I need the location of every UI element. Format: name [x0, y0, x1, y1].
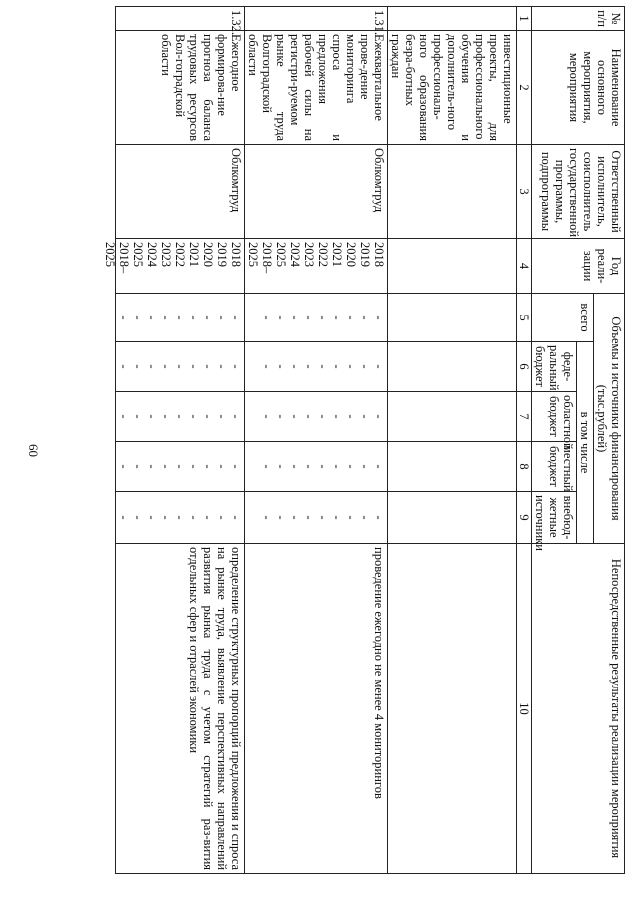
header-local: местный бюджет: [532, 442, 577, 492]
dash-value: -: [215, 315, 229, 320]
dash-value: -: [288, 414, 302, 419]
dash-value: -: [145, 315, 159, 320]
dash-value: -: [187, 414, 201, 419]
row-result: проведение ежегодно не менее 4 мониторингов: [245, 544, 388, 874]
dash-value: -: [131, 315, 145, 320]
dash-value: -: [316, 315, 330, 320]
dash-value: -: [316, 414, 330, 419]
funding-cell: [388, 342, 517, 392]
dash-value: -: [302, 414, 316, 419]
dash-value: -: [330, 414, 344, 419]
dash-value: -: [117, 464, 131, 469]
dash-value: -: [344, 464, 358, 469]
dash-value: -: [316, 464, 330, 469]
dash-value: -: [260, 464, 274, 469]
year-value: 2025: [274, 242, 288, 267]
col-number: 3: [517, 145, 532, 239]
dash-value: -: [173, 364, 187, 369]
dash-value: -: [330, 464, 344, 469]
funding-cell: [245, 392, 388, 442]
row-executor: Облкомтруд: [245, 145, 388, 239]
dash-value: -: [302, 464, 316, 469]
dash-value: -: [201, 315, 215, 320]
dash-value: -: [358, 515, 372, 520]
dash-value: -: [302, 315, 316, 320]
col-number: 7: [517, 392, 532, 442]
dash-value: -: [229, 515, 243, 520]
funding-cell: [245, 294, 388, 342]
dash-value: -: [215, 364, 229, 369]
dash-value: -: [117, 414, 131, 419]
dash-value: -: [229, 315, 243, 320]
header-year: Год реали-зации: [532, 239, 625, 294]
year-value: 2018: [372, 242, 386, 267]
dash-value: -: [215, 464, 229, 469]
dash-value: -: [131, 464, 145, 469]
row-name: Ежеквартальное прове-дение мониторинга спроса и предложения рабочей силы на регистри-руемом рынке труда Волгоградской области: [245, 31, 388, 145]
dash-value: -: [145, 414, 159, 419]
dash-value: -: [131, 414, 145, 419]
funding-cell: [245, 442, 388, 492]
funding-cell: [245, 342, 388, 392]
year-value: 2022: [173, 242, 187, 267]
dash-value: -: [344, 414, 358, 419]
dash-value: -: [372, 515, 386, 520]
funding-cell: [116, 492, 245, 544]
year-value: 2023: [302, 242, 316, 267]
dash-value: -: [159, 515, 173, 520]
dash-value: -: [173, 464, 187, 469]
program-table: [103, 6, 625, 874]
dash-value: -: [201, 515, 215, 520]
row-name: инвестиционные проекты, для профессионального обучения и дополнитель-ного профессиональ-ного образования безра-ботных граждан: [388, 31, 517, 145]
dash-value: -: [229, 464, 243, 469]
header-federal: феде-ральный бюджет: [532, 342, 577, 392]
funding-cell: [116, 342, 245, 392]
header-name: Наименование основного мероприятия, мероприятия: [532, 31, 625, 145]
funding-cell: [388, 294, 517, 342]
row-years: [103, 239, 245, 294]
header-num: № п/п: [532, 7, 625, 31]
dash-value: -: [358, 315, 372, 320]
funding-cell: [116, 294, 245, 342]
dash-value: -: [330, 364, 344, 369]
header-extrabudget: внебюд-жетные источники: [532, 492, 577, 544]
year-value: 2020: [344, 242, 358, 267]
dash-value: -: [302, 364, 316, 369]
dash-value: -: [260, 364, 274, 369]
year-value: 2021: [330, 242, 344, 267]
col-number: 9: [517, 492, 532, 544]
table-body: [103, 7, 517, 874]
year-value: 2019: [358, 242, 372, 267]
dash-value: -: [201, 464, 215, 469]
dash-value: -: [274, 414, 288, 419]
funding-cell: [388, 392, 517, 442]
row-number: 1.31.: [245, 7, 388, 31]
dash-value: -: [274, 315, 288, 320]
year-value: 2020: [201, 242, 215, 267]
row-number: 1.32.: [116, 7, 245, 31]
dash-value: -: [330, 315, 344, 320]
dash-value: -: [344, 364, 358, 369]
dash-value: -: [229, 364, 243, 369]
col-number: 2: [517, 31, 532, 145]
header-including: в том числе: [577, 342, 594, 544]
dash-value: -: [288, 464, 302, 469]
row-years: [388, 239, 517, 294]
row-executor: Облкомтруд: [116, 145, 245, 239]
dash-value: -: [358, 364, 372, 369]
dash-value: -: [173, 414, 187, 419]
col-number: 10: [517, 544, 532, 874]
table-row: [245, 7, 388, 874]
col-number: 8: [517, 442, 532, 492]
dash-value: -: [117, 364, 131, 369]
dash-value: -: [316, 515, 330, 520]
year-value: 2023: [159, 242, 173, 267]
table-row: [388, 7, 517, 874]
header-result: Непосредственные результаты реализации мероприятия: [532, 544, 625, 874]
dash-value: -: [187, 315, 201, 320]
header-total: всего: [532, 294, 594, 342]
dash-value: -: [229, 414, 243, 419]
table-row: [116, 7, 245, 874]
funding-cell: [116, 442, 245, 492]
dash-value: -: [302, 515, 316, 520]
col-number: 4: [517, 239, 532, 294]
dash-value: -: [173, 515, 187, 520]
dash-value: -: [187, 464, 201, 469]
year-value: 2018–2025: [103, 242, 131, 274]
page-number: 60: [26, 444, 41, 457]
dash-value: -: [117, 515, 131, 520]
row-result: [388, 544, 517, 874]
dash-value: -: [117, 315, 131, 320]
dash-value: -: [330, 515, 344, 520]
dash-value: -: [274, 464, 288, 469]
dash-value: -: [131, 364, 145, 369]
dash-value: -: [145, 515, 159, 520]
funding-cell: [388, 492, 517, 544]
header-funding: Объемы и источники финансирования (тыс.рублей): [594, 294, 625, 544]
year-value: 2024: [288, 242, 302, 267]
dash-value: -: [344, 515, 358, 520]
dash-value: -: [274, 515, 288, 520]
year-value: 2025: [131, 242, 145, 267]
row-years: [245, 239, 388, 294]
dash-value: -: [159, 315, 173, 320]
dash-value: -: [316, 364, 330, 369]
funding-cell: [116, 392, 245, 442]
year-value: 2021: [187, 242, 201, 267]
dash-value: -: [201, 414, 215, 419]
dash-value: -: [131, 515, 145, 520]
year-value: 2018: [229, 242, 243, 267]
row-number: [388, 7, 517, 31]
dash-value: -: [260, 315, 274, 320]
dash-value: -: [288, 315, 302, 320]
dash-value: -: [173, 315, 187, 320]
dash-value: -: [187, 515, 201, 520]
year-value: 2018–2025: [246, 242, 274, 274]
dash-value: -: [159, 364, 173, 369]
year-value: 2022: [316, 242, 330, 267]
dash-value: -: [372, 464, 386, 469]
col-number: 1: [517, 7, 532, 31]
dash-value: -: [372, 364, 386, 369]
dash-value: -: [274, 364, 288, 369]
dash-value: -: [358, 464, 372, 469]
dash-value: -: [372, 315, 386, 320]
rotated-page: [65, 6, 625, 873]
col-number: 5: [517, 294, 532, 342]
dash-value: -: [201, 364, 215, 369]
dash-value: -: [187, 364, 201, 369]
row-executor: [388, 145, 517, 239]
dash-value: -: [159, 414, 173, 419]
dash-value: -: [358, 414, 372, 419]
dash-value: -: [260, 414, 274, 419]
row-result: определение структурных пропорций предложения и спроса на рынке труда, выявление перспективных направлений развития рынка труда с учетом стратегий раз-вития отдельных сфер и отраслей экономики: [116, 544, 245, 874]
header-regional: областной бюджет: [532, 392, 577, 442]
dash-value: -: [288, 515, 302, 520]
dash-value: -: [145, 464, 159, 469]
dash-value: -: [260, 515, 274, 520]
dash-value: -: [145, 364, 159, 369]
dash-value: -: [288, 364, 302, 369]
dash-value: -: [344, 315, 358, 320]
col-number: 6: [517, 342, 532, 392]
year-value: 2024: [145, 242, 159, 267]
funding-cell: [388, 442, 517, 492]
dash-value: -: [215, 515, 229, 520]
header-executor: Ответственный исполнитель, соисполнитель государственной программы, подпрограммы: [532, 145, 625, 239]
row-name: Ежегодное формирова-ние прогноза баланса трудовых ресурсов Вол-гоградской области: [116, 31, 245, 145]
year-value: 2019: [215, 242, 229, 267]
funding-cell: [245, 492, 388, 544]
dash-value: -: [372, 414, 386, 419]
dash-value: -: [159, 464, 173, 469]
dash-value: -: [215, 414, 229, 419]
